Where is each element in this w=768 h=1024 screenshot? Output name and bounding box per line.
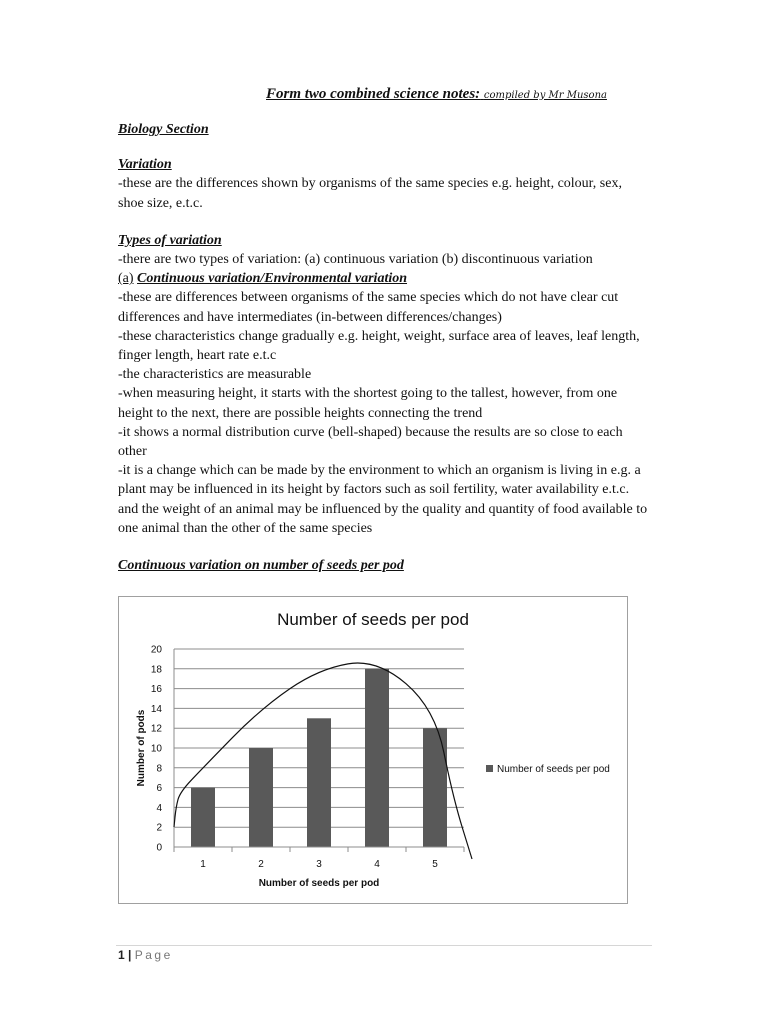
y-tick-label: 14 [150, 703, 162, 715]
variation-heading: Variation [118, 157, 172, 173]
bar [307, 718, 331, 847]
y-tick-label: 20 [150, 644, 162, 656]
page-title [266, 86, 607, 103]
y-tick-label: 2 [156, 822, 162, 834]
bullet-item: -these characteristics change gradually e.g. height, weight, surface area of leaves, leaf length, finger length, heart rate e.t.c [118, 328, 640, 364]
bullet-item: -when measuring height, it starts with the shortest going to the tallest, however, from one height to the next, there are possible heights connecting the trend [118, 386, 618, 421]
y-tick-label: 4 [156, 802, 162, 814]
continuous-heading: Continuous variation/Environmental variation [137, 271, 408, 287]
chart-heading: Continuous variation on number of seeds per pod [118, 558, 404, 574]
footer-divider [116, 945, 652, 946]
continuous-label: (a) [118, 271, 134, 287]
variation-definition: -these are the differences shown by organisms of the same species e.g. height, colour, sex, shoe size, e.t.c. [118, 176, 622, 211]
title-text: Form two combined science notes: [266, 86, 481, 102]
legend-swatch [486, 765, 493, 772]
x-tick-label: 5 [432, 859, 438, 870]
y-tick-label: 6 [156, 783, 162, 795]
compiler-credit: compiled by Mr Musona [483, 90, 607, 101]
x-tick-label: 1 [200, 859, 206, 870]
chart-container [118, 596, 628, 904]
y-tick-label: 16 [150, 684, 162, 696]
x-tick-label: 4 [374, 859, 380, 870]
y-axis-label: Number of pods [136, 709, 147, 787]
bar-chart [119, 597, 627, 903]
bar [365, 669, 389, 847]
page-separator: | [128, 948, 132, 962]
y-tick-label: 10 [150, 743, 162, 755]
y-tick-label: 18 [150, 664, 162, 676]
bar [423, 728, 447, 847]
chart-title: Number of seeds per pod [277, 610, 469, 629]
y-tick-label: 0 [156, 842, 162, 854]
bullet-item: -the characteristics are measurable [118, 367, 312, 383]
x-tick-label: 3 [316, 859, 322, 870]
notes-body [118, 120, 648, 575]
x-tick-label: 2 [258, 859, 264, 870]
x-axis-label: Number of seeds per pod [258, 878, 380, 889]
legend-label: Number of seeds per pod [497, 764, 610, 775]
page-footer [118, 948, 173, 962]
continuous-subheading-line [118, 269, 648, 288]
bullet-item: -these are differences between organisms of the same species which do not have clear cut differences and have intermediates (in-between differences/changes) [118, 290, 619, 325]
types-heading: Types of variation [118, 232, 222, 248]
bar [191, 788, 215, 847]
bullet-item: -it is a change which can be made by the environment to which an organism is living in e.g. a plant may be influenced in its height by factors such as soil fertility, water availability e.t.c. and the weight of an animal may be influenced by the quality and quantity of food available to one animal than the other of the same species [118, 463, 648, 536]
y-tick-label: 8 [156, 763, 162, 775]
bar [249, 748, 273, 847]
y-tick-label: 12 [150, 723, 162, 735]
bullet-item: -it shows a normal distribution curve (bell-shaped) because the results are so close to each other [118, 424, 623, 460]
page-number: 1 [118, 948, 125, 962]
page-label: Page [134, 948, 173, 962]
section-heading: Biology Section [118, 122, 209, 137]
types-text: -there are two types of variation: (a) continuous variation (b) discontinuous variation [118, 252, 593, 268]
